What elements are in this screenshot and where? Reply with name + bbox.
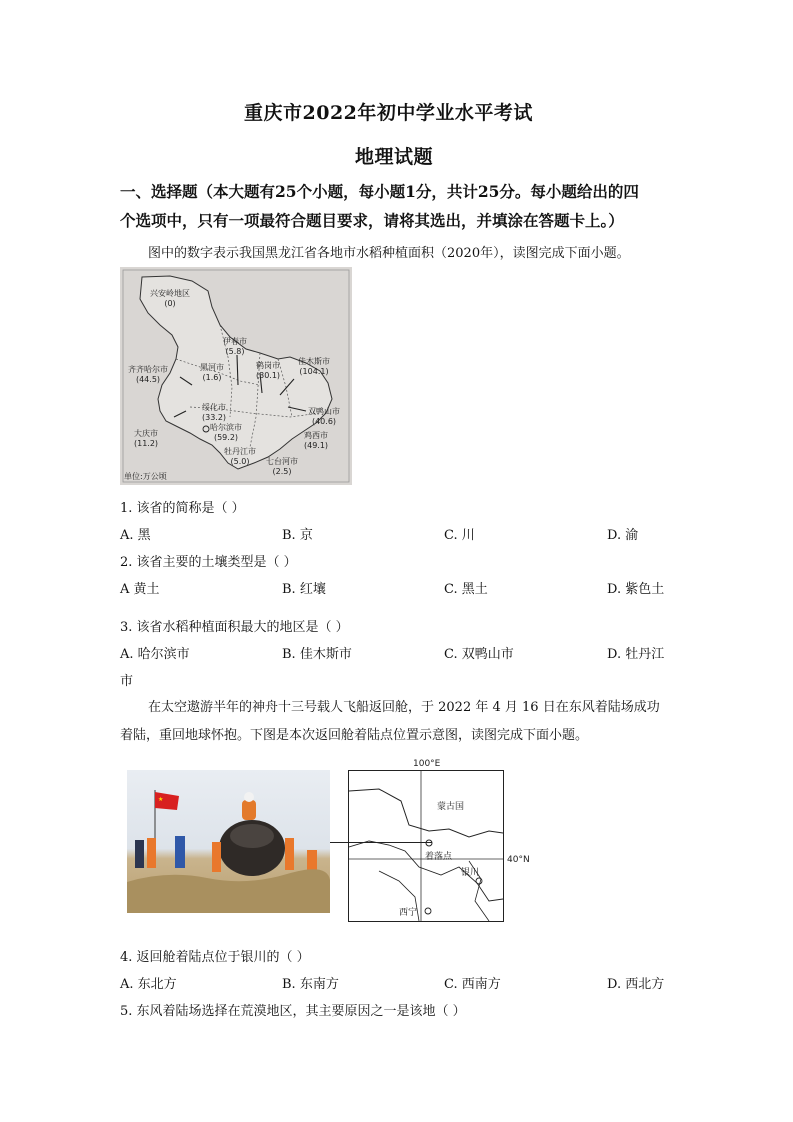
q3-option-d-wrap: 市 — [120, 674, 134, 689]
question-3: 3. 该省水稻种植面积最大的地区是（ ） — [120, 620, 349, 635]
q1-option-b[interactable]: B. 京 — [282, 528, 313, 543]
svg-text:★: ★ — [158, 796, 164, 803]
landing-point-label: 着落点 — [425, 852, 453, 862]
return-capsule-photo — [127, 770, 330, 913]
landing-site-map — [348, 759, 530, 922]
label-shuangyashan: 双鸭山市 (40.6) — [308, 407, 340, 426]
shenzhou-intro-line2: 着陆，重回地球怀抱。下图是本次返回舱着陆点位置示意图，读图完成下面小题。 — [120, 728, 589, 743]
longitude-label: 100°E — [413, 759, 441, 769]
q4-option-c[interactable]: C. 西南方 — [444, 977, 501, 992]
label-harbin: 哈尔滨市 (59.2) — [210, 423, 242, 442]
q2-option-b[interactable]: B. 红壤 — [282, 582, 326, 597]
label-qitaihe: 七台河市 (2.5) — [266, 457, 298, 476]
q2-option-c[interactable]: C. 黑土 — [444, 582, 488, 597]
label-mudanjiang: 牡丹江市 (5.0) — [224, 447, 256, 466]
q4-option-b[interactable]: B. 东南方 — [282, 977, 339, 992]
section-heading: 一、选择题（本大题有25个小题，每小题1分，共计25分。每小题给出的四 — [120, 182, 639, 201]
q4-option-a[interactable]: A. 东北方 — [120, 977, 177, 992]
heilongjiang-rice-map — [120, 267, 352, 485]
label-daqing: 大庆市 (11.2) — [134, 429, 159, 448]
label-hegang: 鹤岗市 (30.1) — [256, 361, 281, 380]
map-intro: 图中的数字表示我国黑龙江省各地市水稻种植面积（2020年），读图完成下面小题。 — [148, 246, 630, 261]
label-xinganling: 兴安岭地区 (0) — [150, 289, 190, 308]
landing-map-drawing — [349, 771, 503, 921]
q3-option-c[interactable]: C. 双鸭山市 — [444, 647, 514, 662]
pointer-line — [330, 842, 432, 843]
label-yichun: 伊春市 (5.8) — [223, 337, 247, 356]
xining-label: 西宁 — [399, 908, 418, 918]
q3-option-b[interactable]: B. 佳木斯市 — [282, 647, 352, 662]
q3-option-d[interactable]: D. 牡丹江 — [607, 647, 665, 662]
q3-option-a[interactable]: A. 哈尔滨市 — [120, 647, 190, 662]
q1-option-d[interactable]: D. 渝 — [607, 528, 639, 543]
question-5: 5. 东风着陆场选择在荒漠地区，其主要原因之一是该地（ ） — [120, 1004, 466, 1019]
q4-option-d[interactable]: D. 西北方 — [607, 977, 665, 992]
latitude-label: 40°N — [507, 855, 530, 865]
question-4: 4. 返回舱着陆点位于银川的（ ） — [120, 950, 310, 965]
capsule-scene — [127, 770, 330, 913]
label-jixi: 鸡西市 (49.1) — [304, 431, 329, 450]
q2-option-d[interactable]: D. 紫色土 — [607, 582, 665, 597]
yinchuan-label: 银川 — [461, 868, 480, 878]
page-subtitle: 地理试题 — [355, 146, 434, 168]
question-2: 2. 该省主要的土壤类型是（ ） — [120, 555, 297, 570]
section-heading-line2: 个选项中，只有一项最符合题目要求，请将其选出，并填涂在答题卡上。） — [120, 211, 624, 230]
q1-option-c[interactable]: C. 川 — [444, 528, 475, 543]
label-jiamusi: 佳木斯市 (104.1) — [298, 357, 330, 376]
page-title: 重庆市2022年初中学业水平考试 — [244, 102, 533, 124]
map-unit-label: 单位:万公顷 — [124, 472, 167, 481]
mongolia-label: 蒙古国 — [437, 802, 465, 812]
q2-option-a[interactable]: A 黄土 — [120, 582, 160, 597]
label-heihe: 黑河市 (1.6) — [200, 363, 224, 382]
question-1: 1. 该省的简称是（ ） — [120, 501, 245, 516]
shenzhou-intro: 在太空遨游半年的神舟十三号载人飞船返回舱，于 2022 年 4 月 16 日在东风着陆场成功 — [148, 700, 660, 715]
q1-option-a[interactable]: A. 黑 — [120, 528, 151, 543]
label-suihua: 绥化市 (33.2) — [202, 403, 227, 422]
label-qiqihar: 齐齐哈尔市 (44.5) — [128, 365, 168, 384]
